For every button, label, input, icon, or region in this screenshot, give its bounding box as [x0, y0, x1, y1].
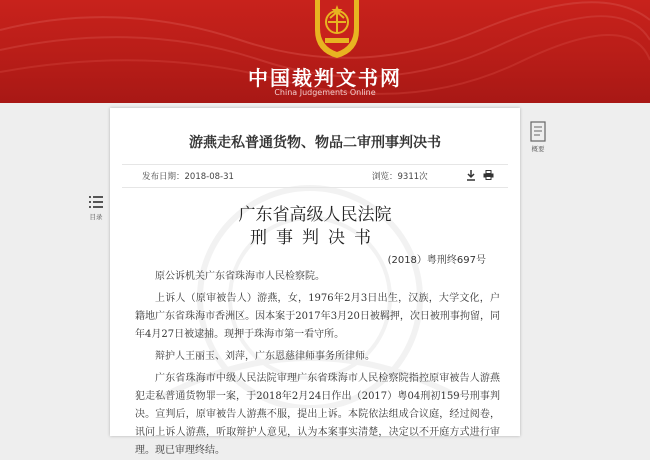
document-meta-bar: [122, 164, 508, 188]
summary-label: 概要: [531, 145, 545, 153]
document-type: 刑事判决书: [250, 228, 380, 248]
court-name: 广东省高级人民法院: [238, 205, 392, 225]
site-header: [0, 0, 650, 103]
view-count: 浏览：9311次: [372, 172, 428, 182]
judgement-document: [110, 108, 520, 456]
summary-icon: [529, 121, 547, 143]
paragraph-prosecutor: 原公诉机关广东省珠海市人民检察院。: [155, 271, 325, 282]
download-icon[interactable]: [466, 169, 476, 181]
summary-button[interactable]: [529, 121, 547, 155]
national-emblem-icon: [311, 0, 363, 58]
document-title: 游燕走私普通货物、物品二审刑事判决书: [189, 135, 441, 151]
toc-label: 目录: [89, 213, 103, 221]
site-title[interactable]: 中国裁判文书网: [248, 66, 402, 90]
paragraph-defender: 辩护人王丽玉、刘萍，广东恩慈律师事务所律师。: [155, 351, 375, 362]
print-icon[interactable]: [483, 170, 494, 180]
case-number: (2018）粤刑终697号: [387, 255, 486, 266]
publish-date: 发布日期：2018-08-31: [142, 172, 234, 182]
paragraph-procedure: 广东省珠海市中级人民法院审理广东省珠海市人民检察院指控原审被告人游燕犯走私普通货物罪一案，于2018年2月24日作出（2017）粤04刑初159号刑事判决。宣判后，原审被告人游燕不服，提出上诉。本院依法组成合议庭，经过阅卷，讯问上诉人游燕，听取辩护人意见，认为本案事实清楚，决定以不开庭方式进行审理。现已审理终结。: [135, 373, 500, 456]
paragraph-appellant: 上诉人（原审被告人）游燕，女，1976年2月3日出生，汉族，大学文化，户籍地广东省珠海市香洲区。因本案于2017年3月20日被羁押，次日被刑事拘留，同年4月27日被逮捕。现押于珠海市第一看守所。: [135, 293, 500, 340]
site-subtitle: China Judgements Online: [274, 88, 376, 97]
